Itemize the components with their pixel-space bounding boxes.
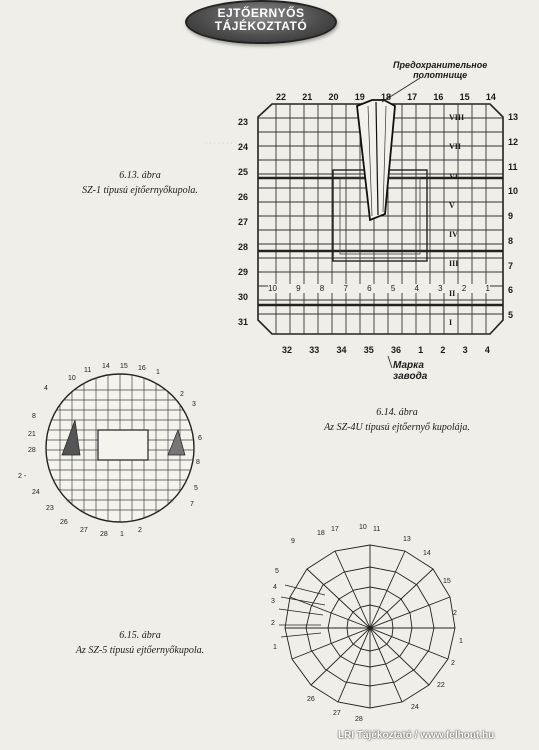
fig-6-13-title: SZ-1 típusú ejtőernyőkupola. xyxy=(82,185,198,196)
svg-text:28: 28 xyxy=(100,531,108,538)
svg-text:22: 22 xyxy=(437,682,445,689)
fig-6-15-title: Az SZ-5 típusú ejtőernyőkupola. xyxy=(75,645,205,656)
svg-text:4: 4 xyxy=(273,584,277,591)
svg-text:1: 1 xyxy=(120,531,124,538)
svg-text:16: 16 xyxy=(138,365,146,372)
svg-text:21: 21 xyxy=(28,431,36,438)
svg-text:6: 6 xyxy=(198,435,202,442)
badge-line-2: TÁJÉKOZTATÓ xyxy=(214,19,308,33)
svg-text:1: 1 xyxy=(273,644,277,651)
svg-text:5: 5 xyxy=(194,485,198,492)
fig-6-15-canopy-diagram xyxy=(255,525,485,725)
svg-text:18: 18 xyxy=(317,530,325,537)
fig-6-13-caption xyxy=(40,168,240,198)
fig-6-14-right-numbers: 13 12 11 10 9 8 7 6 5 xyxy=(508,112,519,320)
fig-6-14-bottom-numbers: 32 33 34 35 36 1 2 3 4 xyxy=(282,345,490,355)
badge-line-1: EJTŐERNYŐS xyxy=(217,6,305,20)
fig-6-14-label-protective-panel: Предохранительное полотнище xyxy=(393,60,488,80)
fig-6-14-row-numbers: 10 9 8 7 6 5 4 3 2 1 xyxy=(268,284,490,293)
fig-6-15-number: 6.15. ábra xyxy=(119,630,161,641)
svg-text:3: 3 xyxy=(192,401,196,408)
bleed-through-text: · · · · · · · · xyxy=(205,140,238,147)
page-footer: LRI Tájékoztató / www.felhout.hu xyxy=(338,730,495,741)
fig-6-13-number: 6.13. ábra xyxy=(119,170,161,181)
svg-text:9: 9 xyxy=(291,538,295,545)
svg-text:2: 2 xyxy=(180,391,184,398)
fig-6-14-number: 6.14. ábra xyxy=(376,407,418,418)
svg-text:24: 24 xyxy=(411,704,419,711)
svg-text:13: 13 xyxy=(403,536,411,543)
svg-text:14: 14 xyxy=(102,363,110,370)
svg-text:1: 1 xyxy=(459,638,463,645)
svg-text:27: 27 xyxy=(80,527,88,534)
svg-text:10: 10 xyxy=(359,524,367,531)
svg-text:26: 26 xyxy=(307,696,315,703)
svg-text:28: 28 xyxy=(355,716,363,723)
fig-6-14-label-factory-mark: Марка завода xyxy=(393,360,428,382)
fig-6-13-canopy-diagram xyxy=(20,360,220,540)
fig-6-14-caption xyxy=(282,405,512,435)
svg-text:15: 15 xyxy=(120,363,128,370)
svg-text:7: 7 xyxy=(190,501,194,508)
svg-text:28: 28 xyxy=(28,447,36,454)
svg-text:15: 15 xyxy=(443,578,451,585)
svg-text:8: 8 xyxy=(196,459,200,466)
svg-text:27: 27 xyxy=(333,710,341,717)
svg-text:1: 1 xyxy=(156,369,160,376)
svg-text:10: 10 xyxy=(68,375,76,382)
svg-text:4: 4 xyxy=(44,385,48,392)
svg-text:11: 11 xyxy=(84,367,92,374)
svg-text:2: 2 xyxy=(138,527,142,534)
fig-6-14-roman-numerals: VIII VII VI V IV III II I xyxy=(449,113,465,327)
svg-text:2 -: 2 - xyxy=(18,473,27,480)
svg-text:2: 2 xyxy=(453,610,457,617)
svg-text:26: 26 xyxy=(60,519,68,526)
fig-6-15-caption xyxy=(40,628,240,658)
fig-6-14-left-numbers: 23 24 25 26 27 28 29 30 31 xyxy=(238,117,249,327)
svg-text:23: 23 xyxy=(46,505,54,512)
svg-text:5: 5 xyxy=(275,568,279,575)
svg-text:24: 24 xyxy=(32,489,40,496)
svg-text:14: 14 xyxy=(423,550,431,557)
svg-text:3: 3 xyxy=(271,598,275,605)
fig-6-14-top-numbers: 22 21 20 19 18 17 16 15 14 xyxy=(276,92,496,102)
svg-text:17: 17 xyxy=(331,526,339,533)
svg-text:2: 2 xyxy=(271,620,275,627)
svg-text:8: 8 xyxy=(32,413,36,420)
svg-text:2: 2 xyxy=(451,660,455,667)
svg-text:11: 11 xyxy=(373,526,381,533)
fig-6-14-title: Az SZ-4U típusú ejtőernyő kupolája. xyxy=(324,422,470,433)
